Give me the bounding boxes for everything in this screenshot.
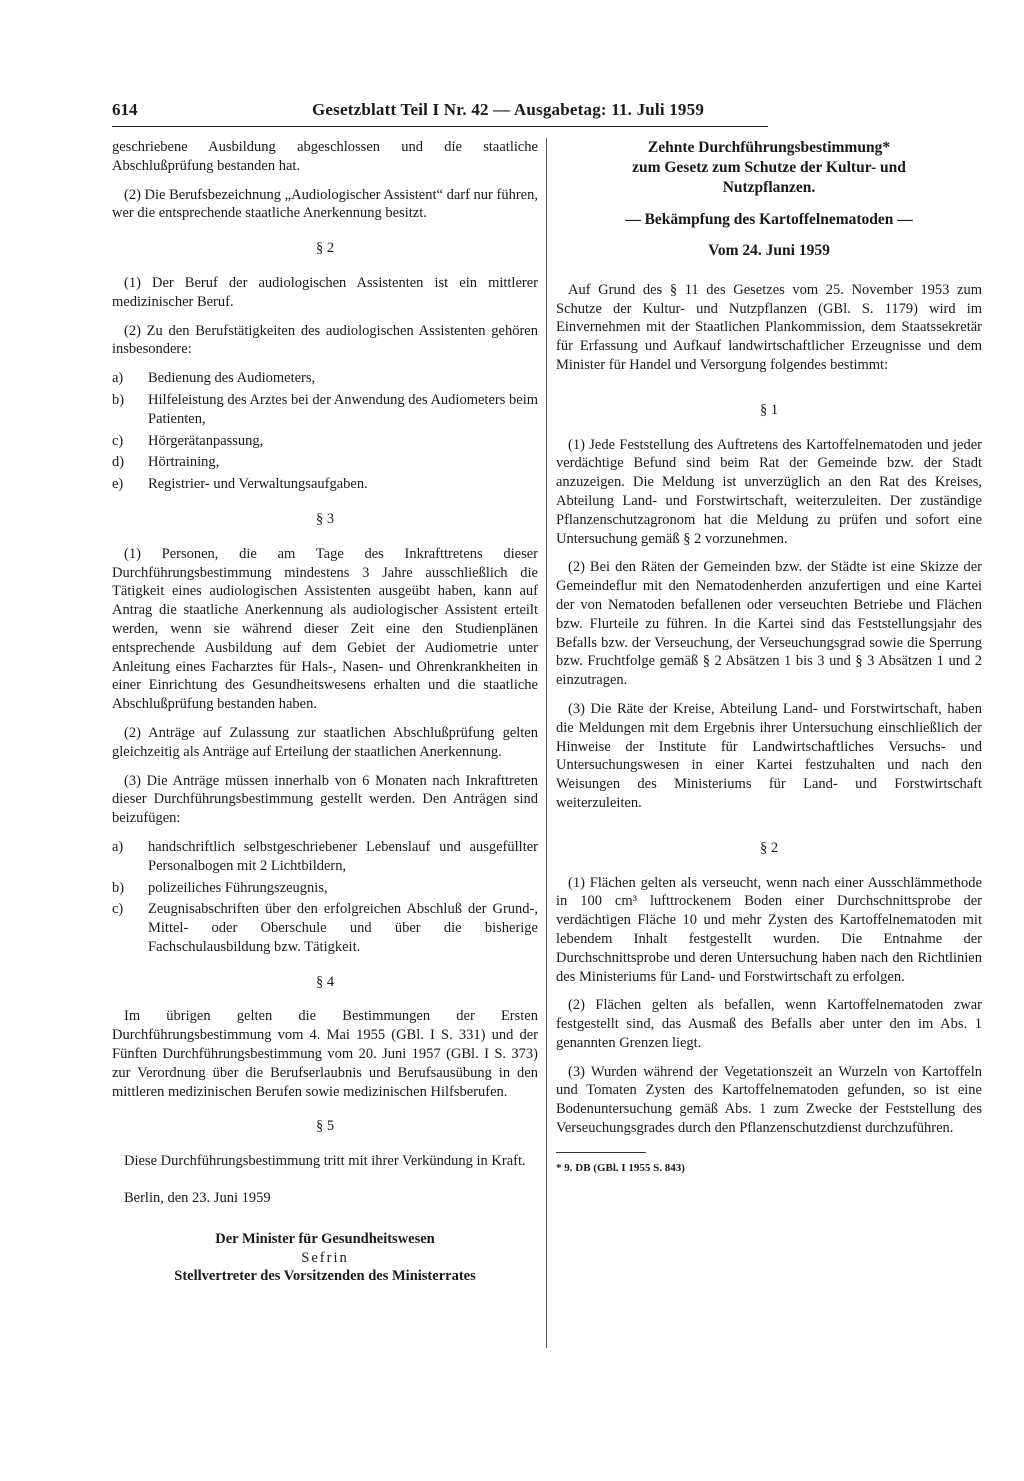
section-heading-2: § 2 xyxy=(315,240,335,257)
list-item: e) Registrier- und Verwaltungsaufgaben. xyxy=(112,476,368,493)
signer-role: Stellvertreter des Vorsitzenden des Ministerrates xyxy=(174,1268,476,1285)
right-section-1-paragraph-3: (3) Die Räte der Kreise, Abteilung Land- und Forstwirtschaft, haben die Meldungen mit dem Ergebnis ihrer Untersuchung einschließlich der Hinweise der Institute für Landwirtschaftliches Versuchs- und Untersuchungswesen in einer Kartei festzuhalten und nach den Weisungen des Ministeriums für Land- und Forstwirtschaft weiterzuleiten. xyxy=(556,700,982,811)
list-item: d) Hörtraining, xyxy=(112,454,220,471)
section-3-paragraph-1: (1) Personen, die am Tage des Inkrafttretens dieser Durchführungsbestimmung mindestens 3 Jahre ausschließlich die Tätigkeit eines audiologischen Assistenten ausgeübt haben, kann auf Antrag die staatliche Anerkennung als audiologischer Assistent erteilt werden, wenn sie während dieser Zeit eine den Studienplänen entsprechende Ausbildung auf dem Gebiet der Audiometrie unter Anleitung eines Facharztes für Hals-, Nasen- und Ohrenkrankheiten in einer Einrichtung des Gesundheitswesens erhalten und die staatliche Abschlußprüfung bestanden haben. xyxy=(112,545,538,713)
list-item: c) Zeugnisabschriften über den erfolgreichen Abschluß der Grund-, Mittel- oder Oberschule und über die bisherige Fachschulausbildung bzw. Tätigkeit. xyxy=(112,901,538,955)
right-section-2-paragraph-2: (2) Flächen gelten als befallen, wenn Kartoffelnematoden zwar festgestellt sind, das Ausmaß des Befalls aber unter den im Abs. 1 genannten Grenzen liegt. xyxy=(556,997,982,1051)
list-item: b) Hilfeleistung des Arztes bei der Anwendung des Audiometers beim Patienten, xyxy=(112,391,538,427)
section-heading-5: § 5 xyxy=(315,1118,335,1135)
left-intro-paragraph-2: (2) Die Berufsbezeichnung „Audiologischer Assistent“ darf nur führen, wer die entsprechende staatliche Anerkennung besitzt. xyxy=(112,186,538,222)
section-2-paragraph-1: (1) Der Beruf der audiologischen Assistenten ist ein mittlerer medizinischer Beruf. xyxy=(112,274,538,310)
signer-title: Der Minister für Gesundheitswesen xyxy=(215,1230,435,1247)
section-2-list xyxy=(112,369,538,494)
section-3-list xyxy=(112,838,538,957)
decree-subtitle: — Bekämpfung des Kartoffelnematoden — xyxy=(625,211,913,228)
section-3-paragraph-2: (2) Anträge auf Zulassung zur staatlichen Abschlußprüfung gelten gleichzeitig als Anträge auf Erteilung der staatlichen Anerkennung. xyxy=(112,724,538,760)
list-item: b) polizeiliches Führungszeugnis, xyxy=(112,879,328,896)
left-intro-paragraph: geschriebene Ausbildung abgeschlossen und die staatliche Abschlußprüfung bestanden hat. xyxy=(112,139,538,174)
page-header xyxy=(112,100,768,127)
right-column xyxy=(556,138,982,1178)
right-section-1-paragraph-1: (1) Jede Feststellung des Auftretens des Kartoffelnematoden und jeder verdächtige Befund sind beim Rat der Gemeinde bzw. der Stadt anzuzeigen. Die Meldung ist unverzüglich an den Rat des Kreises, Abteilung Land- und Forstwirtschaft, weiterzuleiten. Der zuständige Pflanzenschutzagronom hat die Meldung zu prüfen und sofort eine Untersuchung gemäß § 2 vorzunehmen. xyxy=(556,436,982,547)
page-number: 614 xyxy=(112,100,138,119)
decree-date: Vom 24. Juni 1959 xyxy=(708,242,830,259)
section-5-paragraph-1: Diese Durchführungsbestimmung tritt mit ihrer Verkündung in Kraft. xyxy=(124,1153,526,1170)
decree-title xyxy=(556,138,982,198)
list-item: a) handschriftlich selbstgeschriebener Lebenslauf und ausgefüllter Personalbogen mit 2 Lichtbildern, xyxy=(112,838,538,874)
section-2-paragraph-2: (2) Zu den Berufstätigkeiten des audiologischen Assistenten gehören insbesondere: xyxy=(112,322,538,358)
right-section-heading-1: § 1 xyxy=(759,401,779,418)
column-divider xyxy=(546,138,547,1348)
section-heading-3: § 3 xyxy=(315,510,335,527)
signer-name: Sefrin xyxy=(301,1249,349,1266)
right-section-1-paragraph-2: (2) Bei den Räten der Gemeinden bzw. der Städte ist eine Skizze der Gemeindeflur mit den Nematodenherden anzufertigen und eine Kartei der von Nematoden befallenen oder verseuchten Betriebe und Flächen bzw. Flurteile zu führen. In die Kartei sind das Feststellungsjahr des Befalls bzw. der Verseuchung, der Verseuchungsgrad sowie die Sperrung bzw. Fruchtfolge gemäß § 2 Absätzen 1 bis 3 und § 3 Absätzen 1 und 2 einzutragen. xyxy=(556,559,982,689)
right-section-2-paragraph-1: (1) Flächen gelten als verseucht, wenn nach einer Ausschlämmethode in 100 cm³ lufttrockenem Boden einer Durchschnittsprobe der verdächtigen Fläche 10 und mehr Zysten des Kartoffelnematoden mit lebendem Inhalt festgestellt wurden. Die Entnahme der Durchschnittsprobe und deren Untersuchung haben nach den Richtlinien des Ministeriums für Land- und Forstwirtschaft zu erfolgen. xyxy=(556,874,982,985)
decree-preamble: Auf Grund des § 11 des Gesetzes vom 25. November 1953 zum Schutze der Kultur- und Nutzpflanzen (GBl. S. 1179) wird im Einvernehmen mit der Staatlichen Plankommission, dem Staatssekretär für Erfassung und Aufkauf landwirtschaftlicher Erzeugnisse und dem Minister für Handel und Versorgung folgendes bestimmt: xyxy=(556,281,982,373)
section-4-paragraph-1: Im übrigen gelten die Bestimmungen der Ersten Durchführungsbestimmung vom 4. Mai 1955 (GBl. I S. 331) und der Fünften Durchführungsbestimmung vom 20. Juni 1957 (GBl. I S. 373) zur Verordnung über die Berufserlaubnis und Berufsausübung in den mittleren medizinischen Berufen sowie medizinischen Hilfsberufen. xyxy=(112,1008,538,1100)
right-section-heading-2: § 2 xyxy=(759,839,779,856)
section-heading-4: § 4 xyxy=(315,973,335,990)
footnote: * 9. DB (GBl. I 1955 S. 843) xyxy=(556,1161,685,1174)
gazette-title: Gesetzblatt Teil I Nr. 42 — Ausgabetag: 11. Juli 1959 xyxy=(312,100,705,119)
section-3-paragraph-3: (3) Die Anträge müssen innerhalb von 6 Monaten nach Inkrafttreten dieser Durchführungsbestimmung gestellt werden. Den Anträgen sind beizufügen: xyxy=(112,772,538,827)
list-item: a) Bedienung des Audiometers, xyxy=(112,370,316,387)
list-item: c) Hörgerätanpassung, xyxy=(112,432,264,449)
decree-title-line-2: zum Gesetz zum Schutze der Kultur- und Nutzpflanzen. xyxy=(632,159,906,196)
left-column xyxy=(112,138,538,1286)
right-section-2-paragraph-3: (3) Wurden während der Vegetationszeit an Wurzeln von Kartoffeln und Tomaten Zysten des Kartoffelnematoden gefunden, so ist eine Bodenuntersuchung gemäß Abs. 1 zum Zwecke der Feststellung des Verseuchungsgrades durch den Pflanzenschutzdienst durchzuführen. xyxy=(556,1063,982,1137)
footnote-rule xyxy=(556,1152,646,1153)
decree-title-line-1: Zehnte Durchführungsbestimmung* xyxy=(647,139,891,156)
place-date: Berlin, den 23. Juni 1959 xyxy=(124,1190,271,1207)
